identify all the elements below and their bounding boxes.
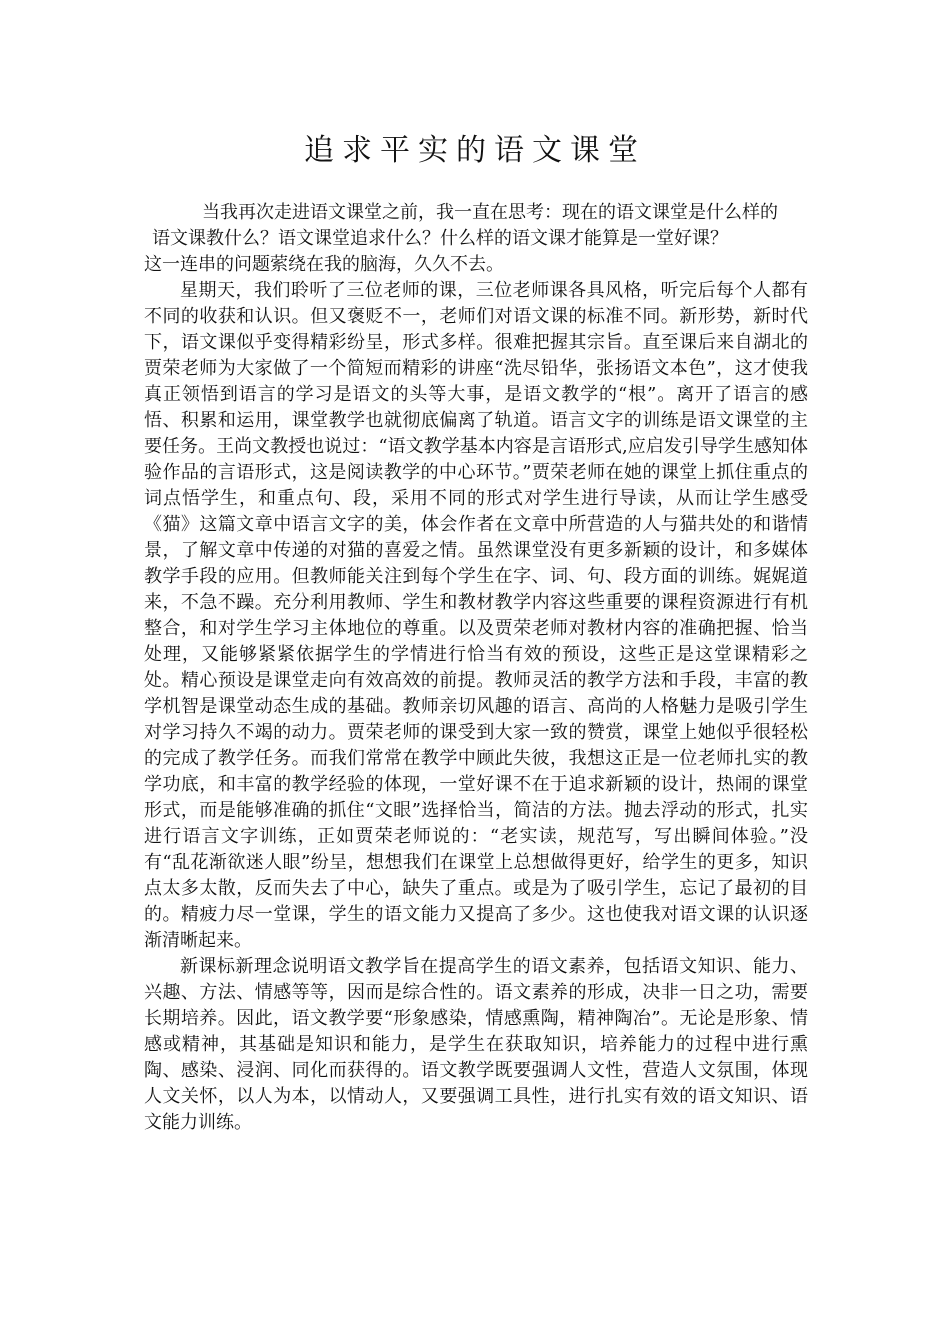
body-paragraph-1: 星期天，我们聆听了三位老师的课，三位老师课各具风格，听完后每个人都有不同的收获和认识。但又褒贬不一，老师们对语文课的标准不同。新形势，新时代下，语文课似乎变得精彩纷呈，形式多样。很难把握其宗旨。直至课后来自湖北的贾荣老师为大家做了一个简短而精彩的讲座“洗尽铅华，张扬语文本色”，这才使我真正领悟到语言的学习是语文的头等大事，是语文教学的“根”。离开了语言的感悟、积累和运用，课堂教学也就彻底偏离了轨道。语言文字的训练是语文课堂的主要任务。王尚文教授也说过：“语文教学基本内容是言语形式,应启发引导学生感知体验作品的言语形式，这是阅读教学的中心环节。”贾荣老师在她的课堂上抓住重点的词点悟学生，和重点句、段，采用不同的形式对学生进行导读，从而让学生感受《猫》这篇文章中语言文字的美，体会作者在文章中所营造的人与猫共处的和谐情景，了解文章中传递的对猫的喜爱之情。虽然课堂没有更多新颖的设计，和多媒体教学手段的应用。但教师能关注到每个学生在字、词、句、段方面的训练。娓娓道来，不急不躁。充分利用教师、学生和教材教学内容这些重要的课程资源进行有机整合，和对学生学习主体地位的尊重。以及贾荣老师对教材内容的准确把握、恰当处理，又能够紧紧依据学生的学情进行恰当有效的预设，这些正是这堂课精彩之处。精心预设是课堂走向有效高效的前提。教师灵活的教学方法和手段，丰富的教学机智是课堂动态生成的基础。教师亲切风趣的语言、高尚的人格魅力是吸引学生对学习持久不竭的动力。贾荣老师的课受到大家一致的赞赏，课堂上她似乎很轻松的完成了教学任务。而我们常常在教学中顾此失彼，我想这正是一位老师扎实的教学功底，和丰富的教学经验的体现，一堂好课不在于追求新颖的设计，热闹的课堂形式，而是能够准确的抓住“文眼”选择恰当，简洁的方法。抛去浮动的形式，扎实进行语言文字训练，正如贾荣老师说的：“老实读，规范写，写出瞬间体验。”没有“乱花渐欲迷人眼”纷呈，想想我们在课堂上总想做得更好，给学生的更多，知识点太多太散，反而失去了中心，缺失了重点。或是为了吸引学生，忘记了最初的目的。精疲力尽一堂课，学生的语文能力又提高了多少。这也使我对语文课的认识逐渐清晰起来。 (144, 280, 808, 951)
body-paragraph-2: 新课标新理念说明语文教学旨在提高学生的语文素养，包括语文知识、能力、兴趣、方法、情感等等，因而是综合性的。语文素养的形成，决非一日之功，需要长期培养。因此，语文教学要“形象感染，情感熏陶，精神陶冶”。无论是形象、情感或精神，其基础是知识和能力，是学生在获取知识，培养能力的过程中进行熏陶、感染、浸润、同化而获得的。语文教学既要强调人文性，营造人文氛围，体现人文关怀，以人为本，以情动人，又要强调工具性，进行扎实有效的语文知识、语文能力训练。 (144, 956, 808, 1133)
intro-line-2: 语文课教什么？语文课堂追求什么？什么样的语文课才能算是一堂好课？ (152, 228, 728, 249)
document-body (144, 200, 808, 1136)
document-title: 追求平实的语文课堂 (304, 133, 646, 168)
intro-line-1: 当我再次走进语文课堂之前，我一直在思考：现在的语文课堂是什么样的 (202, 202, 778, 223)
intro-line-3: 这一连串的问题萦绕在我的脑海，久久不去。 (144, 254, 504, 275)
